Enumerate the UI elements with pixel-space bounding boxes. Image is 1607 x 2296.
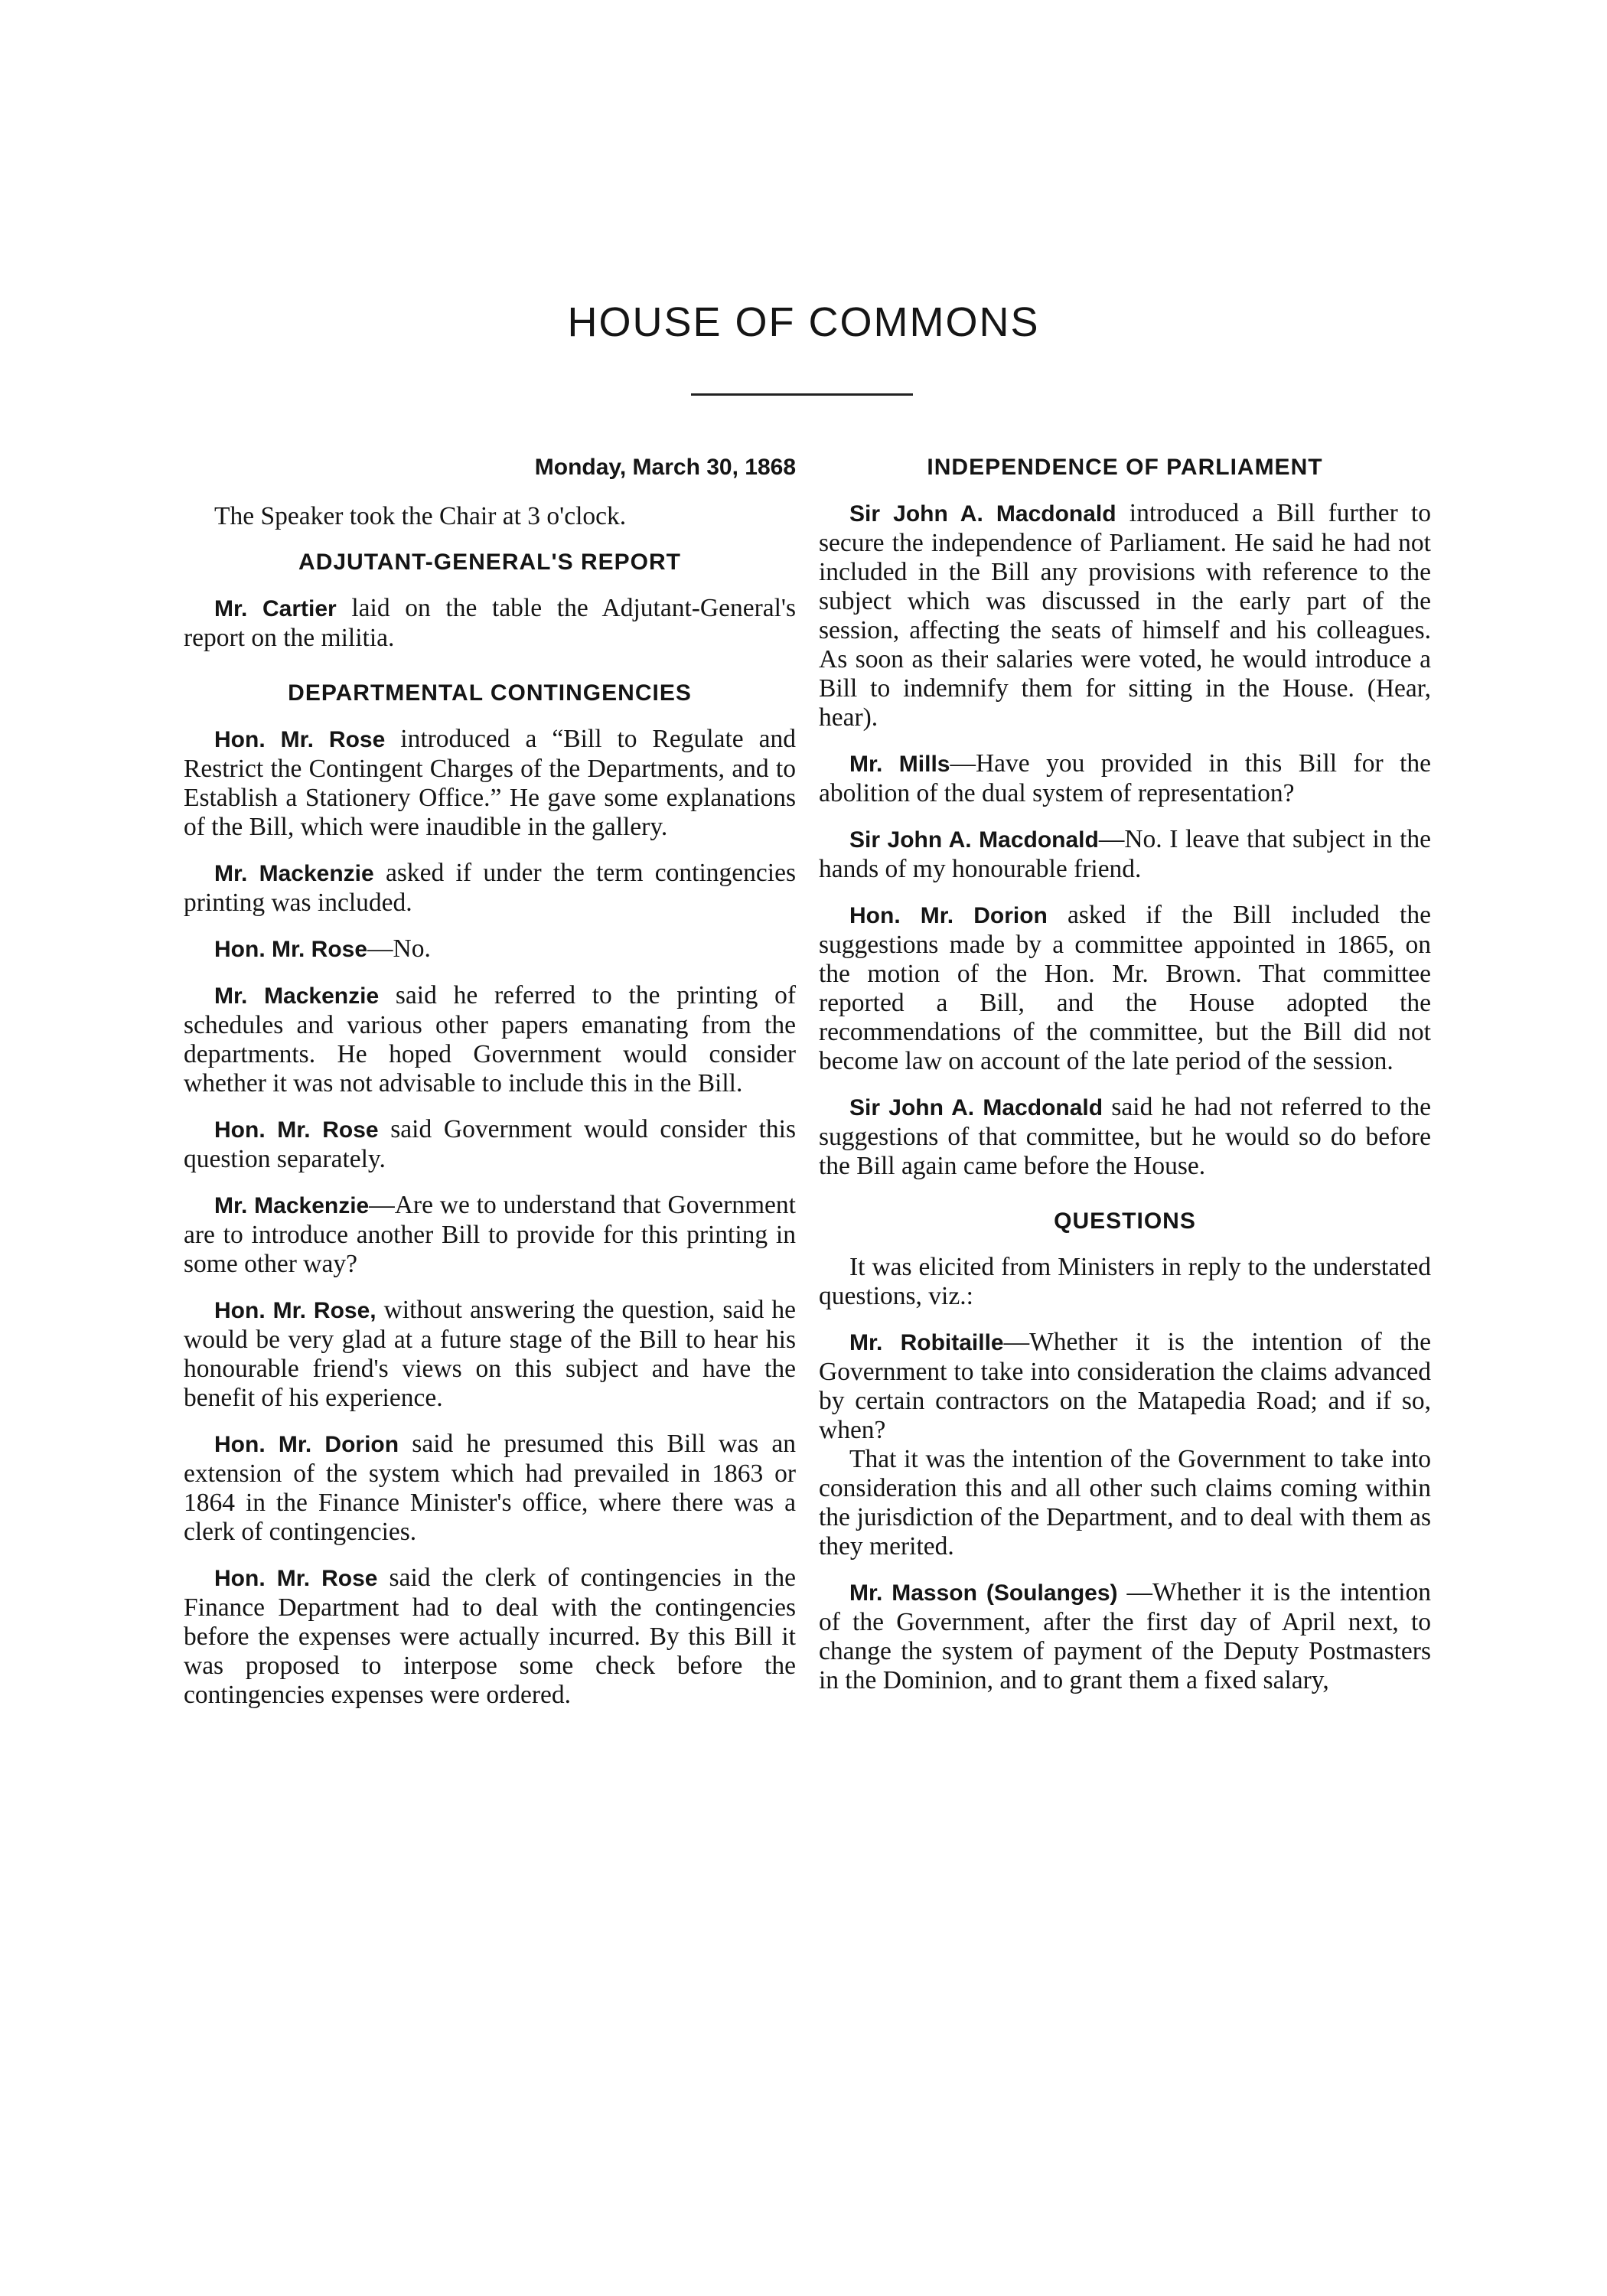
section-heading: INDEPENDENCE OF PARLIAMENT bbox=[927, 455, 1323, 480]
speech-paragraph bbox=[819, 1093, 1431, 1181]
page-title: HOUSE OF COMMONS bbox=[567, 299, 1040, 345]
speaker-name: Hon. Mr. Dorion bbox=[214, 1432, 399, 1457]
speech-text: —Are we to understand that Government are to introduce another Bill to provide for this printing in some other way? bbox=[184, 1191, 796, 1278]
speech-text: said he had not referred to the suggestions of that committee, but he would so do before the Bill again came before the House. bbox=[819, 1093, 1431, 1180]
speaker-name: Mr. Mackenzie bbox=[214, 861, 374, 886]
speech-paragraph bbox=[184, 1191, 796, 1279]
intro-paragraph: It was elicited from Ministers in reply to the understated questions, viz.: bbox=[819, 1253, 1431, 1310]
speech-paragraph bbox=[819, 749, 1431, 808]
speaker-name: Hon. Mr. Rose bbox=[214, 937, 368, 962]
section-heading: DEPARTMENTAL CONTINGENCIES bbox=[288, 680, 692, 706]
speech-paragraph bbox=[184, 1296, 796, 1413]
speech-text: —Whether it is the intention of the Government to take into consideration the claims advanced by certain contractors on the Matapedia Road; and if so, when? bbox=[819, 1328, 1432, 1444]
speaker-name: Mr. Robitaille bbox=[849, 1330, 1004, 1355]
speech-text: said he referred to the printing of schedules and various other papers emanating from the departments. He hoped Government would consider whether it was not advisable to include this in the Bill. bbox=[184, 981, 796, 1097]
opening-line: The Speaker took the Chair at 3 o'clock. bbox=[214, 502, 627, 530]
left-column bbox=[184, 450, 796, 1727]
speaker-name: Hon. Mr. Dorion bbox=[849, 903, 1048, 928]
speech-paragraph bbox=[184, 1430, 796, 1547]
speech-paragraph bbox=[184, 859, 796, 918]
speech-text: laid on the table the Adjutant-General's report on the militia. bbox=[184, 594, 796, 652]
speaker-name: Hon. Mr. Rose bbox=[214, 1566, 378, 1591]
speech-text: said the clerk of contingencies in the Finance Department had to deal with the contingencies before the expenses were actually incurred. By this Bill it was proposed to interpose some check before the contingencies expenses were ordered. bbox=[184, 1564, 796, 1709]
speech-paragraph bbox=[184, 725, 796, 842]
section-heading: QUESTIONS bbox=[1054, 1208, 1196, 1234]
speaker-name: Hon. Mr. Rose bbox=[214, 727, 386, 752]
speaker-name: Sir John A. Macdonald bbox=[849, 1095, 1103, 1120]
speech-text: —Whether it is the intention of the Government, after the first day of April next, to change the system of payment of the Deputy Postmasters in the Dominion, and to grant them a fixed salary, bbox=[819, 1578, 1431, 1694]
speech-text: —Have you provided in this Bill for the abolition of the dual system of representation? bbox=[819, 749, 1432, 807]
speech-text: —No. I leave that subject in the hands of my honourable friend. bbox=[819, 825, 1431, 883]
speech-paragraph bbox=[184, 981, 796, 1098]
speech-text: —No. bbox=[367, 934, 431, 963]
speech-text: said Government would consider this question separately. bbox=[184, 1115, 796, 1173]
speaker-name: Mr. Cartier bbox=[214, 596, 337, 621]
speech-text: without answering the question, said he would be very glad at a future stage of the Bill to hear his honourable friend's views on this subject and have the benefit of his experience. bbox=[184, 1296, 796, 1412]
speech-paragraph bbox=[819, 901, 1431, 1076]
speech-paragraph bbox=[184, 594, 796, 653]
speaker-name: Mr. Mackenzie bbox=[214, 983, 380, 1009]
speech-paragraph bbox=[184, 934, 796, 964]
speech-text: said he presumed this Bill was an extension of the system which had prevailed in 1863 or 1864 in the Finance Minister's office, where there was a clerk of contingencies. bbox=[184, 1430, 796, 1546]
speaker-name: Mr. Mackenzie bbox=[214, 1193, 370, 1218]
speech-text: asked if the Bill included the suggestions made by a committee appointed in 1865, on the motion of the Hon. Mr. Brown. That committee reported a Bill, and the House adopted the recommendations of the committee, but the Bill did not become law on account of the late period of the session. bbox=[819, 901, 1431, 1075]
speaker-name: Mr. Mills bbox=[849, 752, 950, 777]
speech-paragraph bbox=[819, 825, 1431, 884]
speaker-name: Sir John A. Macdonald bbox=[849, 501, 1116, 527]
speaker-name: Hon. Mr. Rose bbox=[214, 1117, 379, 1143]
right-column bbox=[819, 450, 1431, 1712]
question-paragraph bbox=[819, 1578, 1431, 1695]
speaker-name: Sir John A. Macdonald bbox=[849, 827, 1099, 853]
speech-paragraph bbox=[184, 1564, 796, 1710]
title-divider bbox=[691, 393, 913, 396]
sitting-date: Monday, March 30, 1868 bbox=[534, 455, 796, 480]
speech-paragraph bbox=[819, 499, 1431, 732]
speech-text: asked if under the term contingencies printing was included. bbox=[184, 859, 796, 917]
question-paragraph bbox=[819, 1328, 1431, 1445]
speaker-name: Hon. Mr. Rose, bbox=[214, 1298, 376, 1323]
speech-text: introduced a Bill further to secure the independence of Parliament. He said he had not included in the Bill any provisions with reference to the subject which was discussed in the early part of the session, affecting the seats of himself and his colleagues. As soon as their salaries were voted, he would introduce a Bill to indemnify them for sitting in the House. (Hear, hear). bbox=[819, 499, 1431, 732]
speech-text: introduced a “Bill to Regulate and Restrict the Contingent Charges of the Departments, and to Establish a Stationery Office.” He gave some explanations of the Bill, which were inaudible in the gallery. bbox=[184, 725, 796, 841]
speech-paragraph bbox=[184, 1115, 796, 1174]
speaker-name: Mr. Masson (Soulanges) bbox=[849, 1580, 1118, 1606]
answer-paragraph: That it was the intention of the Government to take into consideration this and all other such claims coming within the jurisdiction of the Department, and to deal with them as they merited. bbox=[819, 1445, 1431, 1561]
section-heading: ADJUTANT-GENERAL'S REPORT bbox=[298, 550, 681, 575]
